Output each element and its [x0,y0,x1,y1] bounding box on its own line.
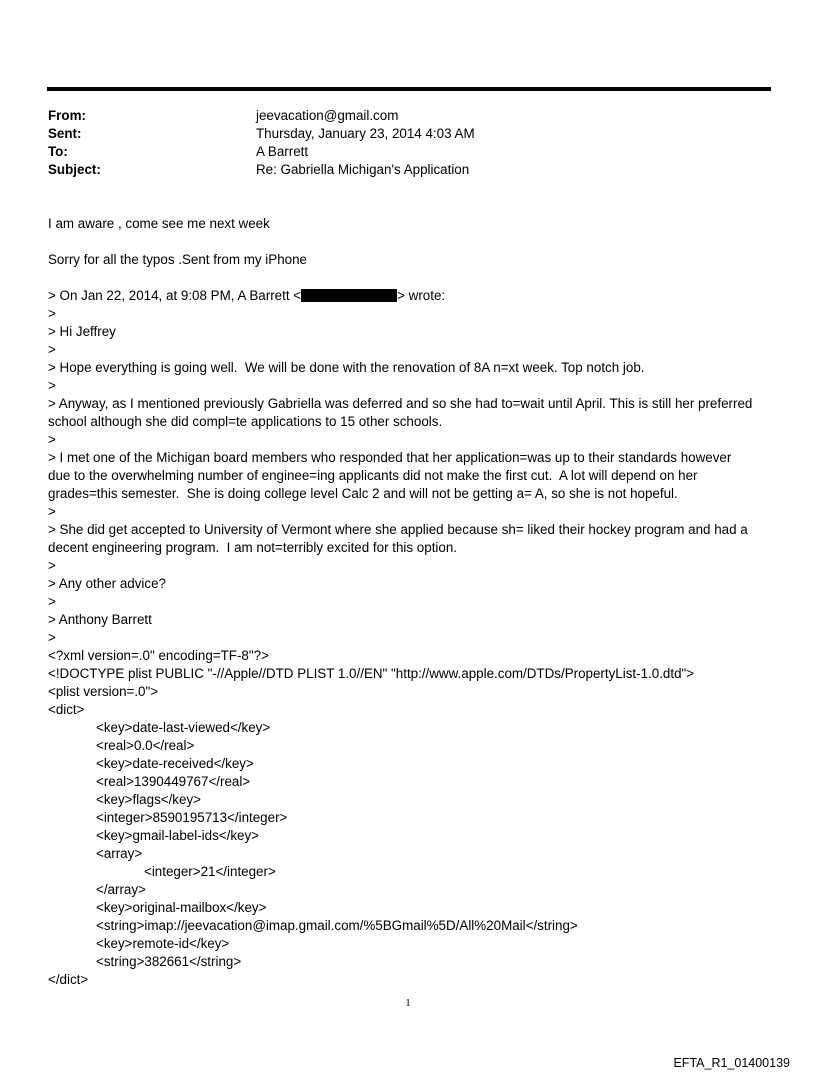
plist-open: <plist version=.0"> [48,684,159,699]
sent-row [48,125,768,143]
plist-xml-declaration: <?xml version=.0" encoding=TF-8"?> [48,648,269,663]
quote-blank-line: > [48,594,56,609]
plist-real-date-last-viewed: <real>0.0</real> [96,738,195,753]
quote-vermont-line-2: decent engineering program. I am not=terribly excited for this option. [48,540,458,555]
quote-greeting: > Hi Jeffrey [48,324,116,339]
to-value: A Barrett [256,144,309,159]
plist-key-remote-id: <key>remote-id</key> [96,936,230,951]
from-label: From: [48,108,86,123]
plist-key-flags: <key>flags</key> [96,792,201,807]
quote-blank-line: > [48,342,56,357]
plist-key-date-received: <key>date-received</key> [96,756,254,771]
email-body [48,215,770,989]
page-number: 1 [405,997,411,1009]
subject-label: Subject: [48,162,101,177]
quote-board-line-1: > I met one of the Michigan board members who responded that her application=was up to their standards however [48,450,732,465]
quote-intro [48,287,770,305]
to-row [48,143,768,161]
plist-array-close: </array> [96,882,146,897]
quote-blank-line: > [48,432,56,447]
plist-key-date-last-viewed: <key>date-last-viewed</key> [96,720,271,735]
to-label: To: [48,144,68,159]
subject-row [48,161,768,179]
quote-name: > Anthony Barrett [48,612,152,627]
quote-intro-after: > wrote: [397,288,446,303]
header-divider [47,87,771,91]
subject-value: Re: Gabriella Michigan's Application [256,162,470,177]
plist-string-mailbox: <string>imap://jeevacation@imap.gmail.com/%5BGmail%5D/All%20Mail</string> [96,918,578,933]
plist-key-original-mailbox: <key>original-mailbox</key> [96,900,267,915]
quote-renovation: > Hope everything is going well. We will be done with the renovation of 8A n=xt week. Top notch job. [48,360,645,375]
plist-string-remote-id: <string>382661</string> [96,954,242,969]
plist-dict-open: <dict> [48,702,85,717]
email-header [48,107,768,179]
quote-deferred-line-2: school although she did compl=te applications to 15 other schools. [48,414,443,429]
sent-label: Sent: [48,126,82,141]
quote-blank-line: > [48,630,56,645]
quote-blank-line: > [48,378,56,393]
quote-blank-line: > [48,504,56,519]
quote-vermont-line-1: > She did get accepted to University of Vermont where she applied because sh= liked their hockey program and had a [48,522,748,537]
quote-advice: > Any other advice? [48,576,166,591]
quote-deferred-line-1: > Anyway, as I mentioned previously Gabriella was deferred and so she had to=wait until April. This is still her preferred [48,396,753,411]
plist-integer-flags: <integer>8590195713</integer> [96,810,288,825]
quote-board-line-3: grades=this semester. She is doing college level Calc 2 and will not be getting a= A, so she is not hopeful. [48,486,678,501]
quote-blank-line: > [48,558,56,573]
plist-integer-label: <integer>21</integer> [144,864,276,879]
sent-value: Thursday, January 23, 2014 4:03 AM [256,126,475,141]
bates-number: EFTA_R1_01400139 [673,1056,790,1070]
plist-array-open: <array> [96,846,143,861]
plist-dict-close: </dict> [48,972,89,987]
quote-board-line-2: due to the overwhelming number of enginee=ing applicants did not make the first cut. A lot will depend on her [48,468,698,483]
redaction-box [301,289,397,302]
from-value: jeevacation@gmail.com [256,108,399,123]
quote-blank-line: > [48,306,56,321]
plist-doctype: <!DOCTYPE plist PUBLIC "-//Apple//DTD PLIST 1.0//EN" "http://www.apple.com/DTDs/PropertyList-1.0.dtd"> [48,666,695,681]
signature-line: Sorry for all the typos .Sent from my iPhone [48,252,307,267]
quote-intro-before: > On Jan 22, 2014, at 9:08 PM, A Barrett < [48,288,302,303]
plist-key-gmail-label-ids: <key>gmail-label-ids</key> [96,828,260,843]
reply-line: I am aware , come see me next week [48,216,270,231]
plist-real-date-received: <real>1390449767</real> [96,774,251,789]
from-row [48,107,768,125]
